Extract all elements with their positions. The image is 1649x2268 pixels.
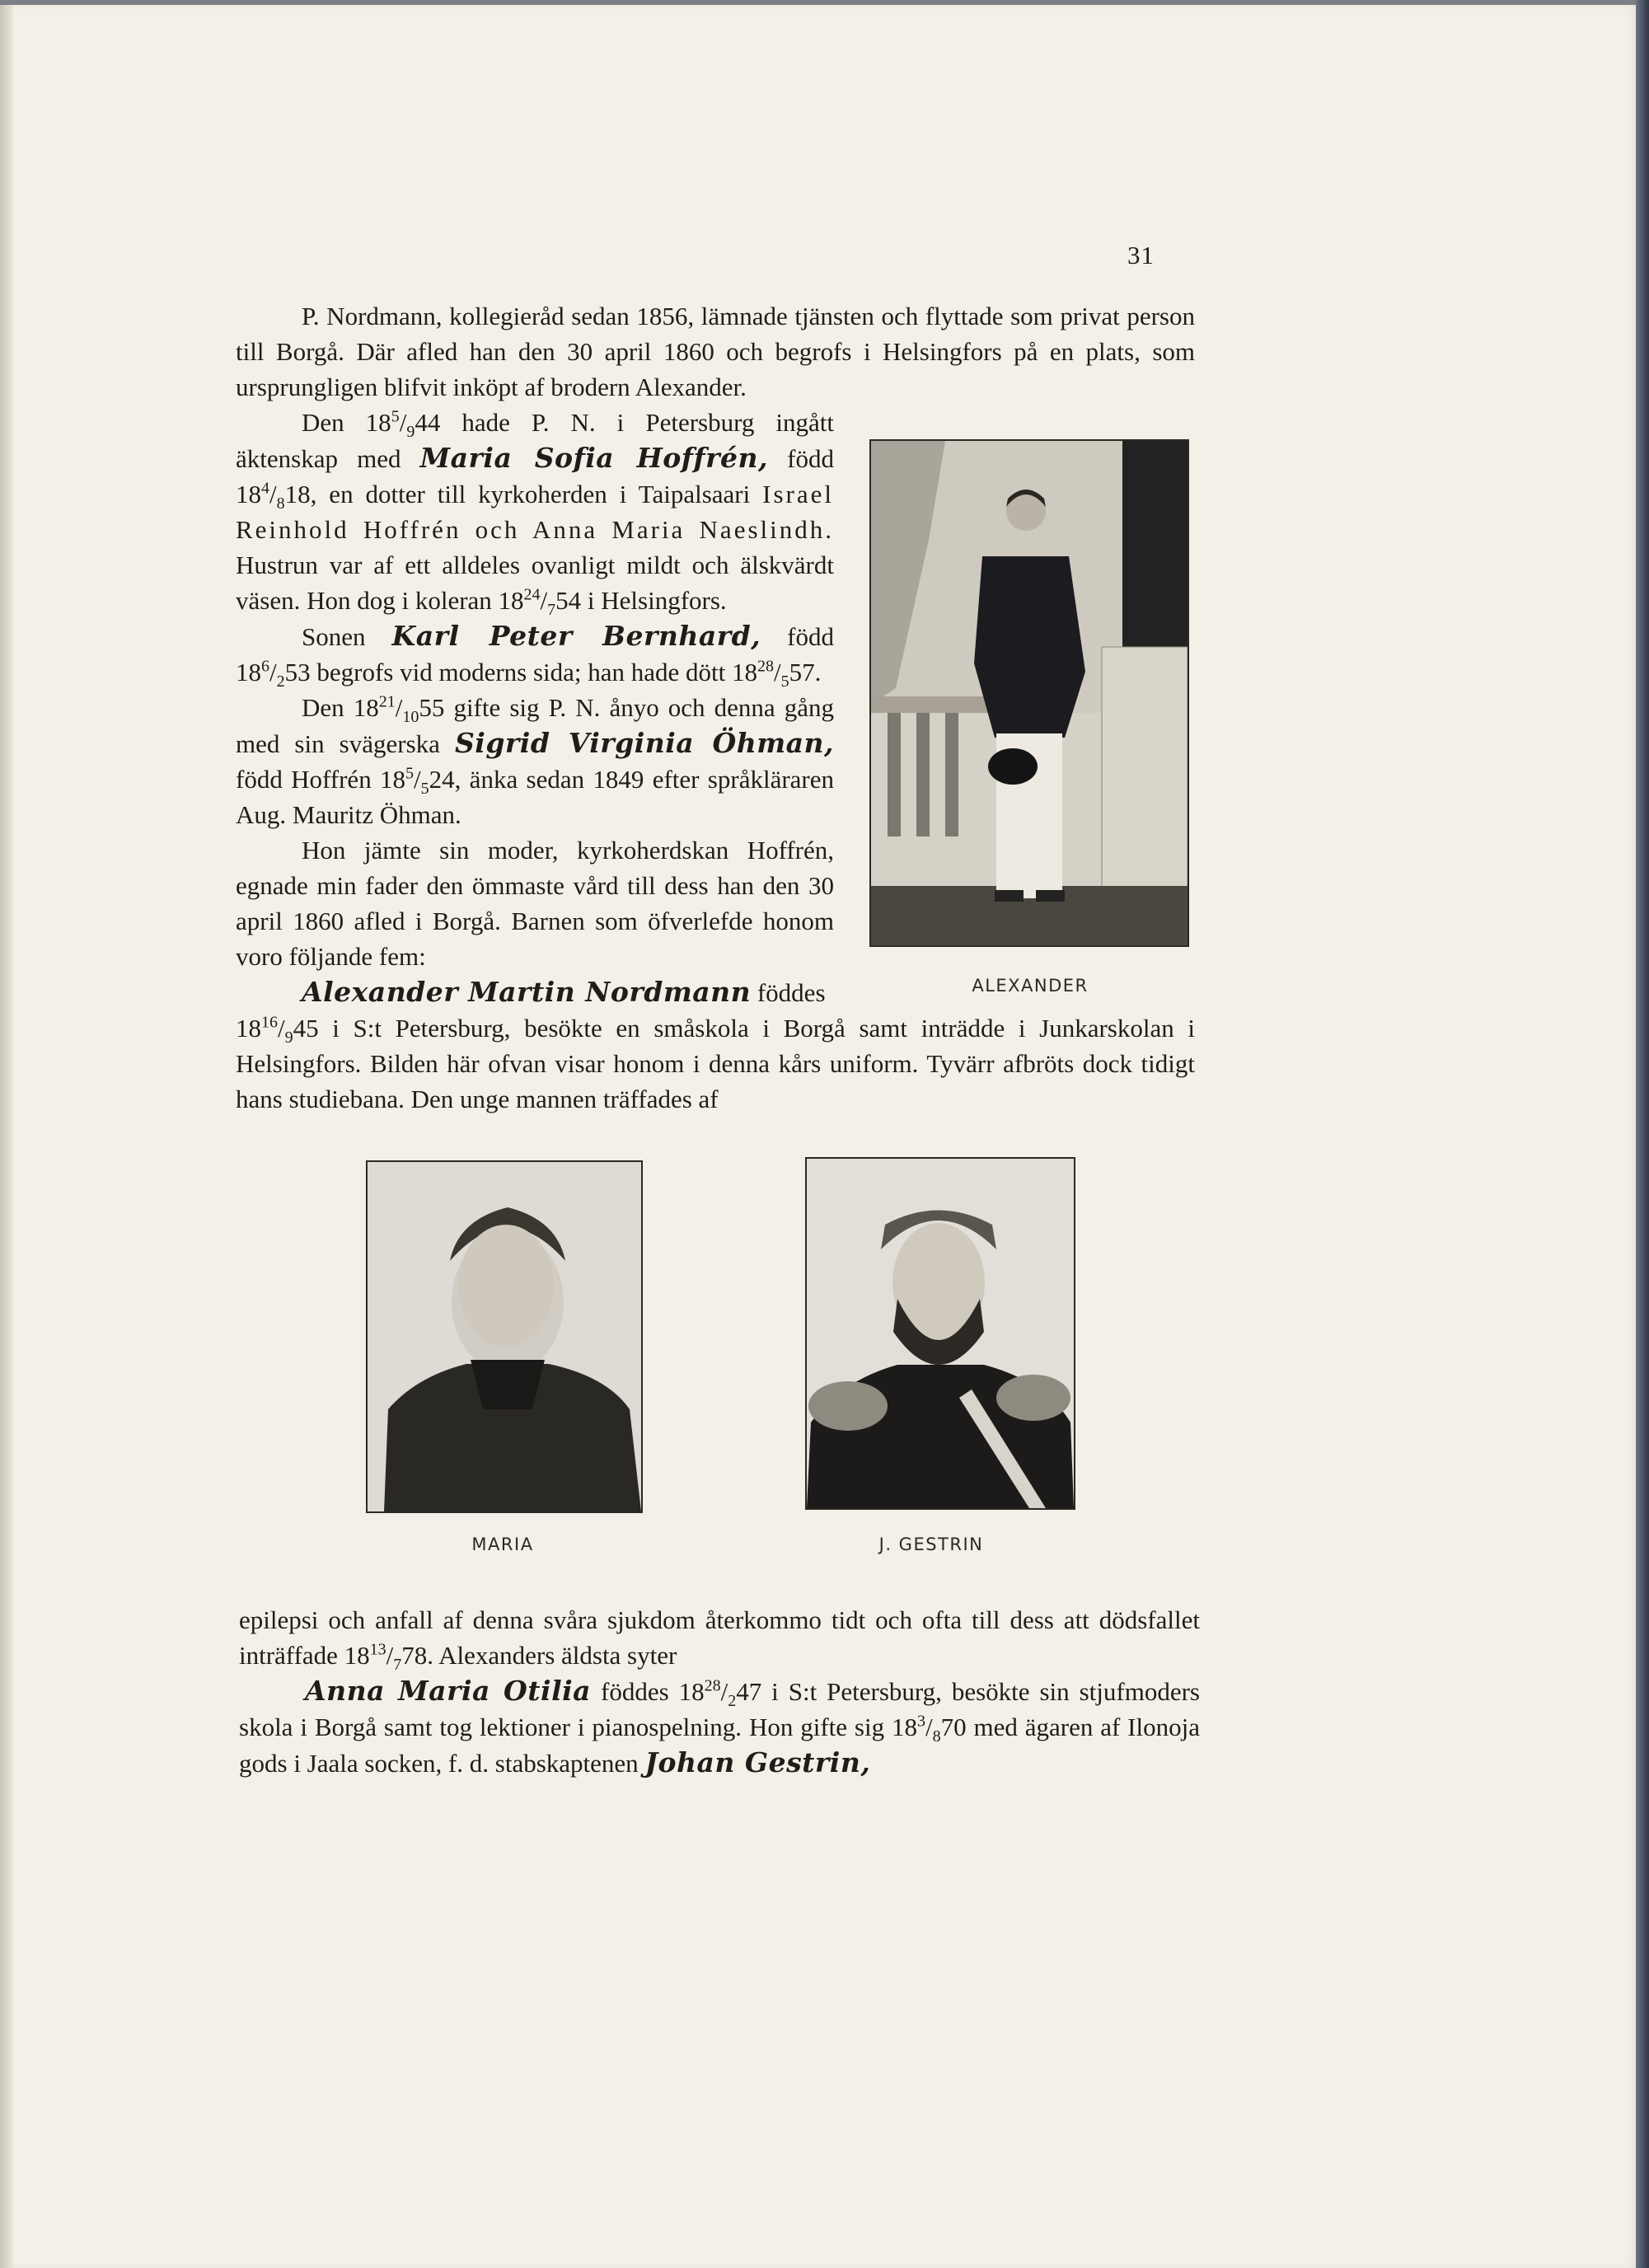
gestrin-portrait-image [807, 1159, 1074, 1508]
page-number: 31 [1127, 241, 1155, 269]
paragraph-8: Anna Maria Otilia föddes $18^{28}/_247$ i S:t Petersburg, besökte sin stjufmoders skola i Borgå samt tog lektioner i pianospelning. Hon gifte sig $18^3/_870$ med ägaren af Ilonoja gods i Jaala socken, f. d. stabskaptenen Johan Gestrin, [239, 1675, 1200, 1778]
maria-portrait-image [368, 1162, 641, 1511]
paragraph-6: Alexander Martin Nordmann föddes $18^{16}/_945$ i S:t Petersburg, besökte en småskola i Borgå samt inträdde i Junkarskolan i Helsingfors. Bilden här ofvan visar honom i denna kårs uniform. Tyvärr afbröts dock tidigt hans studiebana. Den unge mannen träffades af [236, 976, 1195, 1113]
paragraph-7: epilepsi och anfall af denna svåra sjukdom återkommo tidt och ofta till dess att dödsfallet inträffade $18^{13}/_778$. Alexanders äldsta syter [239, 1605, 1200, 1675]
page-binding [0, 5, 13, 2268]
lower-text-block [239, 1602, 1200, 1781]
book-cover-edge [1636, 0, 1649, 2268]
caption-maria: MARIA [471, 1535, 534, 1554]
person-name: Karl Peter Bernhard, [391, 620, 761, 652]
person-name: Alexander Martin Nordmann [302, 976, 752, 1008]
caption-alexander: ALEXANDER [972, 976, 1089, 996]
paragraph-5: Hon jämte sin moder, kyrkoherdskan Hoffrén, egnade min fader den ömmaste vård till dess han den 30 april 1860 afled i Borgå. Barnen som öfverlefde honom voro följande fem: [236, 836, 834, 971]
photo-gestrin [805, 1157, 1075, 1510]
paragraph-3: Sonen Karl Peter Bernhard, född $18^6/_253$ begrofs vid moderns sida; han hade dött $18^{28}/_557$. [236, 620, 834, 691]
photo-alexander [869, 439, 1189, 947]
photo-maria [366, 1160, 643, 1513]
alexander-portrait-image [871, 441, 1188, 945]
paragraph-2: Den $18^5/_944$ hade P. N. i Petersburg ingått äktenskap med Maria Sofia Hoffrén, född $18^4/_818$, en dotter till kyrkoherden i Taipalsaari Israel Reinhold Hoffrén och Anna Maria Naeslindh. Hustrun var af ett alldeles ovanligt mildt och älskvärdt väsen. Hon dog i koleran $18^{24}/_754$ i Helsingfors. [236, 407, 834, 620]
paragraph-1: P. Nordmann, kollegieråd sedan 1856, lämnade tjänsten och flyttade som privat person till Borgå. Där afled han den 30 april 1860 och begrofs i Helsingfors på en plats, som ursprungligen blifvit inköpt af brodern Alexander. [236, 302, 1195, 401]
person-names-spaced: Israel Reinhold Hoffrén och Anna Maria Naeslindh. [236, 480, 834, 544]
person-name: Sigrid Virginia Öhman, [454, 727, 834, 759]
caption-gestrin: J. GESTRIN [878, 1535, 984, 1554]
person-name: Johan Gestrin, [644, 1746, 871, 1778]
person-name: Maria Sofia Hoffrén, [419, 442, 769, 474]
paragraph-4: Den $18^{21}/_{10}55$ gifte sig P. N. ånyo och denna gång med sin svägerska Sigrid Virginia Öhman, född Hoffrén $18^5/_524$, änka sedan 1849 efter språkläraren Aug. Mauritz Öhman. [236, 692, 834, 829]
person-name: Anna Maria Otilia [305, 1675, 592, 1707]
